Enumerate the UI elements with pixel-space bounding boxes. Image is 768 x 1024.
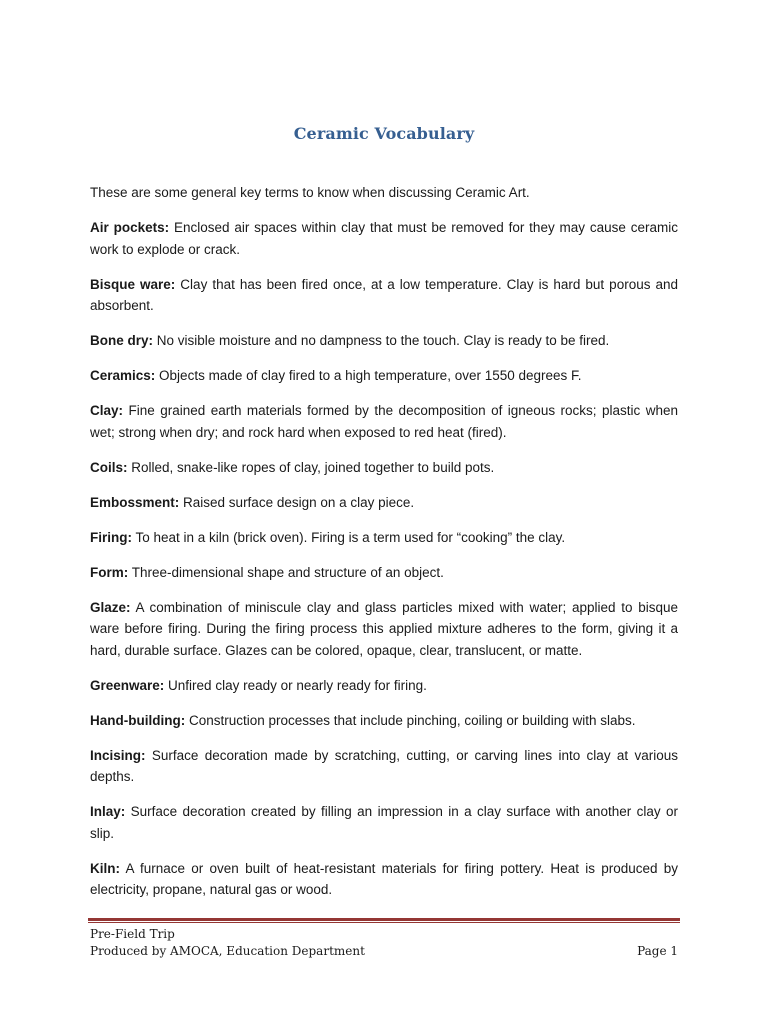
term-definition: A combination of miniscule clay and glass particles mixed with water; applied to bisque ware before firing. During the firing process this applied mixture adheres to the form, giving it a hard, durable surface. Glazes can be colored, opaque, clear, translucent, or matte. bbox=[90, 599, 678, 658]
page-footer bbox=[90, 926, 678, 960]
term-label: Hand-building: bbox=[90, 712, 186, 728]
entry-ceramics bbox=[90, 365, 678, 387]
term-label: Coils: bbox=[90, 459, 128, 475]
page-number: Page 1 bbox=[637, 944, 678, 958]
footer-producer: Produced by AMOCA, Education Department bbox=[90, 944, 365, 958]
term-definition: Enclosed air spaces within clay that must be removed for they may cause ceramic work to explode or crack. bbox=[90, 220, 678, 257]
term-definition: A furnace or oven built of heat-resistant materials for firing pottery. Heat is produced by electricity, propane, natural gas or wood. bbox=[90, 860, 678, 897]
term-definition: No visible moisture and no dampness to the touch. Clay is ready to be fired. bbox=[153, 333, 610, 348]
term-label: Bisque ware: bbox=[90, 276, 176, 292]
entry-inlay bbox=[90, 801, 678, 844]
term-definition: To heat in a kiln (brick oven). Firing is a term used for “cooking” the clay. bbox=[132, 529, 566, 545]
footer-divider-thick bbox=[88, 918, 680, 921]
term-label: Form: bbox=[90, 564, 129, 580]
term-definition: Construction processes that include pinching, coiling or building with slabs. bbox=[185, 712, 636, 728]
entry-firing bbox=[90, 527, 678, 549]
term-definition: Unfired clay ready or nearly ready for firing. bbox=[164, 677, 427, 693]
term-label: Embossment: bbox=[90, 494, 180, 510]
term-label: Air pockets: bbox=[90, 220, 170, 235]
entry-kiln bbox=[90, 858, 678, 901]
entry-greenware bbox=[90, 675, 678, 697]
entry-air-pockets bbox=[90, 217, 678, 260]
entry-clay bbox=[90, 400, 678, 443]
term-label: Ceramics: bbox=[90, 368, 156, 383]
footer-row-2 bbox=[90, 943, 678, 960]
term-definition: Surface decoration created by filling an impression in a clay surface with another clay or slip. bbox=[90, 804, 678, 841]
term-label: Inlay: bbox=[90, 804, 126, 819]
entry-form bbox=[90, 562, 678, 584]
term-label: Incising: bbox=[90, 747, 146, 763]
footer-divider bbox=[88, 918, 680, 924]
footer-row-1 bbox=[90, 926, 678, 943]
term-label: Glaze: bbox=[90, 599, 131, 615]
footer-divider-thin bbox=[88, 922, 680, 923]
intro-paragraph: These are some general key terms to know when discussing Ceramic Art. bbox=[90, 185, 530, 200]
term-definition: Three-dimensional shape and structure of an object. bbox=[128, 564, 444, 580]
term-definition: Surface decoration made by scratching, cutting, or carving lines into clay at various depths. bbox=[90, 747, 678, 784]
term-definition: Raised surface design on a clay piece. bbox=[179, 494, 415, 510]
entry-hand-building bbox=[90, 710, 678, 732]
entry-coils bbox=[90, 457, 678, 479]
term-definition: Clay that has been fired once, at a low temperature. Clay is hard but porous and absorbent. bbox=[90, 276, 678, 313]
footer-label: Pre-Field Trip bbox=[90, 927, 175, 941]
entry-glaze bbox=[90, 597, 678, 662]
entry-bone-dry bbox=[90, 330, 678, 352]
entry-bisque-ware bbox=[90, 274, 678, 317]
term-label: Greenware: bbox=[90, 677, 165, 693]
term-definition: Objects made of clay fired to a high temperature, over 1550 degrees F. bbox=[155, 368, 582, 383]
term-label: Clay: bbox=[90, 403, 124, 418]
page-title: Ceramic Vocabulary bbox=[293, 124, 475, 143]
term-label: Firing: bbox=[90, 529, 132, 545]
term-label: Bone dry: bbox=[90, 333, 154, 348]
entry-embossment bbox=[90, 492, 678, 514]
term-definition: Fine grained earth materials formed by the decomposition of igneous rocks; plastic when wet; strong when dry; and rock hard when exposed to red heat (fired). bbox=[90, 403, 678, 440]
document-body bbox=[90, 182, 678, 914]
term-label: Kiln: bbox=[90, 860, 120, 876]
entry-incising bbox=[90, 745, 678, 788]
term-definition: Rolled, snake-like ropes of clay, joined together to build pots. bbox=[127, 459, 495, 475]
